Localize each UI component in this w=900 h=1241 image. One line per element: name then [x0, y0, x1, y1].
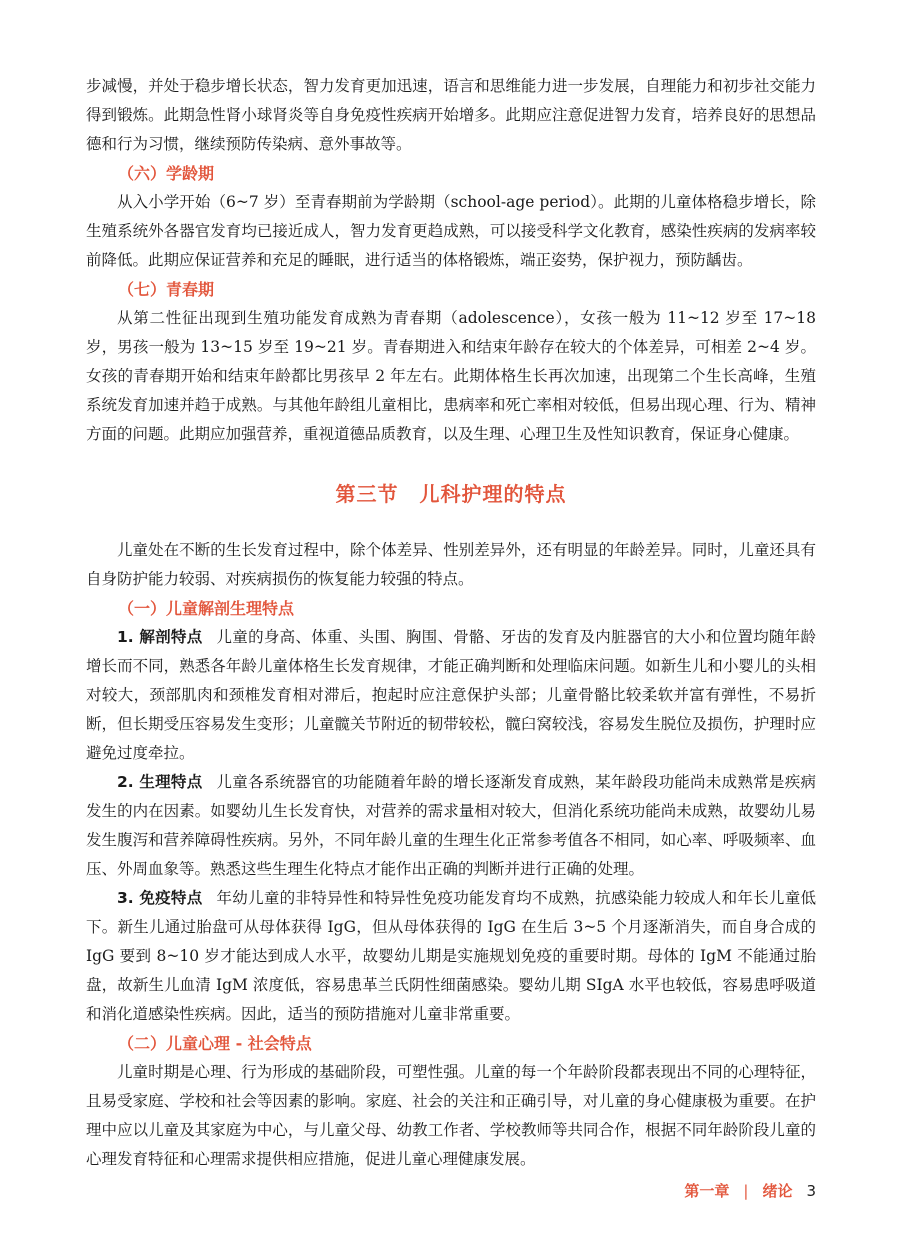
page-content	[86, 72, 816, 1174]
item-immunity-text: 年幼儿童的非特异性和特异性免疫功能发育均不成熟，抗感染能力较成人和年长儿童低下。新生儿通过胎盘可从母体获得 IgG，但从母体获得的 IgG 在生后 3~5 个月逐渐消失，而自身合成的 IgG 要到 8~10 岁才能达到成人水平，故婴幼儿期是实施规划免疫的重要时期。母体的 IgM 不能通过胎盘，故新生儿血清 IgM 浓度低，容易患革兰氏阴性细菌感染。婴幼儿期 SIgA 水平也较低，容易患呼吸道和消化道感染性疾病。因此，适当的预防措施对儿童非常重要。	[86, 889, 816, 1023]
section-title: 第三节 儿科护理的特点	[335, 482, 567, 506]
item-immunity	[86, 884, 816, 1029]
paragraph-adolescence: 从第二性征出现到生殖功能发育成熟为青春期（adolescence），女孩一般为 11~12 岁至 17~18 岁，男孩一般为 13~15 岁至 19~21 岁。青春期进入和结束年龄存在较大的个体差异，可相差 2~4 岁。女孩的青春期开始和结束年龄都比男孩早 2 年左右。此期体格生长再次加速，出现第二个生长高峰，生殖系统发育加速并趋于成熟。与其他年龄组儿童相比，患病率和死亡率相对较低，但易出现心理、行为、精神方面的问题。此期应加强营养，重视道德品质教育，以及生理、心理卫生及性知识教育，保证身心健康。	[86, 309, 816, 443]
section-intro: 儿童处在不断的生长发育过程中，除个体差异、性别差异外，还有明显的年龄差异。同时，儿童还具有自身防护能力较弱、对疾病损伤的恢复能力较强的特点。	[86, 541, 816, 588]
page-footer	[0, 1181, 816, 1201]
page-number: 3	[806, 1182, 816, 1200]
paragraph-psych-social: 儿童时期是心理、行为形成的基础阶段，可塑性强。儿童的每一个年龄阶段都表现出不同的心理特征，且易受家庭、学校和社会等因素的影响。家庭、社会的关注和正确引导，对儿童的身心健康极为重要。在护理中应以儿童及其家庭为中心，与儿童父母、幼教工作者、学校教师等共同合作，根据不同年龄阶段儿童的心理发育特征和心理需求提供相应措施，促进儿童心理健康发展。	[86, 1063, 816, 1168]
item-anatomy-text: 儿童的身高、体重、头围、胸围、骨骼、牙齿的发育及内脏器官的大小和位置均随年龄增长而不同，熟悉各年龄儿童体格生长发育规律，才能正确判断和处理临床问题。如新生儿和小婴儿的头相对较大，颈部肌肉和颈椎发育相对滞后，抱起时应注意保护头部；儿童骨骼比较柔软并富有弹性，不易折断，但长期受压容易发生变形；儿童髋关节附近的韧带较松，髋臼窝较浅，容易发生脱位及损伤，护理时应避免过度牵拉。	[86, 628, 816, 762]
intro-paragraph: 步减慢，并处于稳步增长状态，智力发育更加迅速，语言和思维能力进一步发展，自理能力和初步社交能力得到锻炼。此期急性肾小球肾炎等自身免疫性疾病开始增多。此期应注意促进智力发育，培养良好的思想品德和行为习惯，继续预防传染病、意外事故等。	[86, 77, 816, 153]
item-physiology	[86, 768, 816, 884]
paragraph-school-age: 从入小学开始（6~7 岁）至青春期前为学龄期（school-age period）。此期的儿童体格稳步增长，除生殖系统外各器官发育均已接近成人，智力发育更趋成熟，可以接受科学文化教育，感染性疾病的发病率较前降低。此期应保证营养和充足的睡眠，进行适当的体格锻炼，端正姿势，保护视力，预防龋齿。	[86, 193, 816, 269]
heading-school-age: （六）学龄期	[118, 164, 215, 183]
heading-anatomy-physiology: （一）儿童解剖生理特点	[118, 599, 295, 618]
heading-adolescence: （七）青春期	[118, 280, 215, 299]
heading-psych-social: （二）儿童心理 - 社会特点	[118, 1034, 312, 1053]
item-physiology-text: 儿童各系统器官的功能随着年龄的增长逐渐发育成熟，某年龄段功能尚未成熟常是疾病发生的内在因素。如婴幼儿生长发育快，对营养的需求量相对较大，但消化系统功能尚未成熟，故婴幼儿易发生腹泻和营养障碍性疾病。另外，不同年龄儿童的生理生化正常参考值各不相同，如心率、呼吸频率、血压、外周血象等。熟悉这些生理生化特点才能作出正确的判断并进行正确的处理。	[86, 773, 816, 878]
footer-separator: |	[743, 1182, 749, 1200]
footer-chapter-title: 绪论	[762, 1182, 793, 1200]
item-immunity-label: 3. 免疫特点	[117, 889, 203, 907]
item-physiology-label: 2. 生理特点	[117, 773, 203, 791]
item-anatomy-label: 1. 解剖特点	[117, 628, 203, 646]
item-anatomy	[86, 623, 816, 768]
footer-chapter: 第一章	[684, 1182, 730, 1200]
